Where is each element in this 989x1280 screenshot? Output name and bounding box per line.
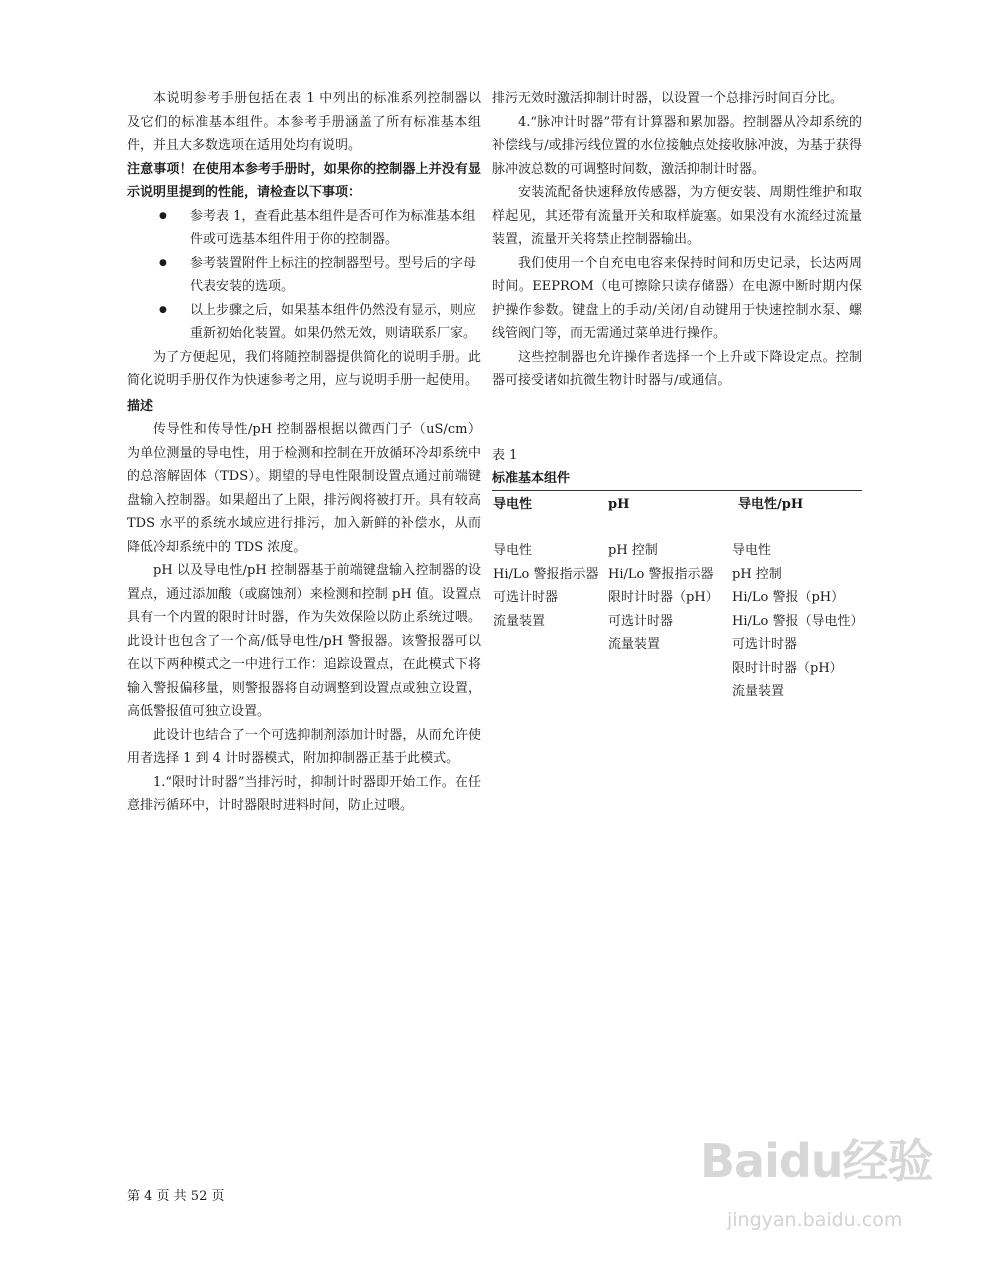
table-cell: pH 控制	[608, 543, 658, 558]
table-cell: 限时计时器（pH）	[608, 590, 719, 605]
table-cell: 可选计时器	[732, 637, 798, 652]
conductivity-paragraph: 传导性和传导性/pH 控制器根据以微西门子（uS/cm）为单位测量的导电性，用于检测和控制在开放循环冷却系统中的总溶解固体（TDS）。期望的导电性限制设置点通过前端键盘输入控制器。如果超出了上限，排污阀将被打开。具有较高 TDS 水平的系统水域应进行排污，加入新鲜的补偿水，从而降低冷却系统中的 TDS 浓度。	[127, 422, 481, 555]
table-column-conductivity	[493, 539, 598, 633]
table-cell: 可选计时器	[493, 590, 559, 605]
checklist	[127, 205, 481, 346]
simplified-manual-paragraph: 为了方便起见，我们将随控制器提供简化的说明手册。此简化说明手册仅作为快速参考之用，应与说明手册一起使用。	[127, 349, 481, 388]
table-column-conductivity-ph	[732, 539, 863, 704]
table-header-conductivity: 导电性	[493, 497, 533, 512]
baidu-watermark-url: jingyan.baidu.com	[727, 1209, 903, 1231]
table-caption: 表 1	[492, 448, 518, 463]
ph-paragraph: pH 以及导电性/pH 控制器基于前端键盘输入控制器的设置点，通过添加酸（或腐蚀剂）来检测和控制 pH 值。设置点具有一个内置的限时计时器，作为失效保险以防止系统过喂。此设计也包含了一个高/低导电性/pH 警报器。该警报器可以在以下两种模式之一中进行工作：追踪设置点，在此模式下将输入警报偏移量，则警报器将自动调整到设置点或独立设置，高低警报值可独立设置。	[127, 563, 481, 719]
intro-paragraph: 本说明参考手册包括在表 1 中列出的标准系列控制器以及它们的标准基本组件。本参考手册涵盖了所有标准基本组件，并且大多数选项在适用处均有说明。	[127, 91, 481, 153]
inhibitor-paragraph: 此设计也结合了一个可选抑制剂添加计时器，从而允许使用者选择 1 到 4 计时器模式，附加抑制器正基于此模式。	[127, 727, 481, 766]
notice-paragraph: 注意事项！在使用本参考手册时，如果你的控制器上并没有显示说明里提到的性能，请检查以下事项：	[127, 161, 481, 200]
memory-paragraph: 我们使用一个自充电电容来保持时间和历史记录，长达两周时间。EEPROM（电可擦除只读存储器）在电源中断时期内保护操作参数。键盘上的手动/关闭/自动键用于快速控制水泵、螺线管阀门等，而无需通过菜单进行操作。	[492, 255, 862, 341]
setpoint-paragraph: 这些控制器也允许操作者选择一个上升或下降设定点。控制器可接受诸如抗微生物计时器与/或通信。	[492, 349, 862, 388]
right-column	[492, 87, 862, 393]
table-cell: 限时计时器（pH）	[732, 660, 843, 676]
left-column	[127, 87, 481, 818]
table-cell: Hi/Lo 警报（导电性）	[732, 613, 864, 629]
table-rule	[492, 490, 862, 491]
table-column-ph	[608, 539, 719, 657]
table-cell: 导电性	[493, 543, 533, 558]
table-cell: Hi/Lo 警报指示器	[493, 566, 599, 582]
table-title: 标准基本组件	[492, 471, 571, 486]
table-cell: Hi/Lo 警报指示器	[608, 566, 714, 582]
timer-mode-paragraph: 1.“限时计时器”当排污时，抑制计时器即开始工作。在任意排污循环中，计时器限时进料时间，防止过喂。	[127, 774, 481, 813]
table-cell: 流量装置	[493, 613, 546, 629]
pulse-timer-paragraph: 4.“脉冲计时器”带有计算器和累加器。控制器从冷却系统的补偿线与/或排污线位置的水位接触点处接收脉冲波，为基于获得脉冲波总数的可调整时间数，激活抑制计时器。	[492, 114, 862, 177]
baidu-watermark-logo: Baidu经验	[700, 1134, 933, 1188]
page-number: 第 4 页 共 52 页	[127, 1189, 225, 1204]
list-item: ● 以上步骤之后，如果基本组件仍然没有显示，则应重新初始化装置。如果仍然无效，则请联系厂家。	[127, 299, 481, 346]
list-item: ● 参考装置附件上标注的控制器型号。型号后的字母代表安装的选项。	[127, 252, 481, 299]
description-heading: 描述	[127, 398, 154, 414]
table-cell: pH 控制	[732, 566, 782, 582]
table-cell: Hi/Lo 警报（pH）	[732, 590, 845, 605]
table-cell: 流量装置	[608, 637, 661, 652]
table-header-conductivity-ph: 导电性/pH	[738, 497, 804, 512]
table-header-ph: pH	[608, 497, 630, 512]
table-cell: 可选计时器	[608, 613, 674, 629]
table-cell: 导电性	[732, 543, 772, 558]
flow-sensor-paragraph: 安装流配备快速释放传感器，为方便安装、周期性维护和取样起见，其还带有流量开关和取样旋塞。如果没有水流经过流量装置，流量开关将禁止控制器输出。	[492, 185, 862, 247]
list-item: ● 参考表 1，查看此基本组件是否可作为标准基本组件或可选基本组件用于你的控制器。	[127, 205, 481, 252]
continued-paragraph: 排污无效时激活抑制计时器，以设置一个总排污时间百分比。	[492, 91, 844, 106]
table-cell: 流量装置	[732, 684, 785, 699]
